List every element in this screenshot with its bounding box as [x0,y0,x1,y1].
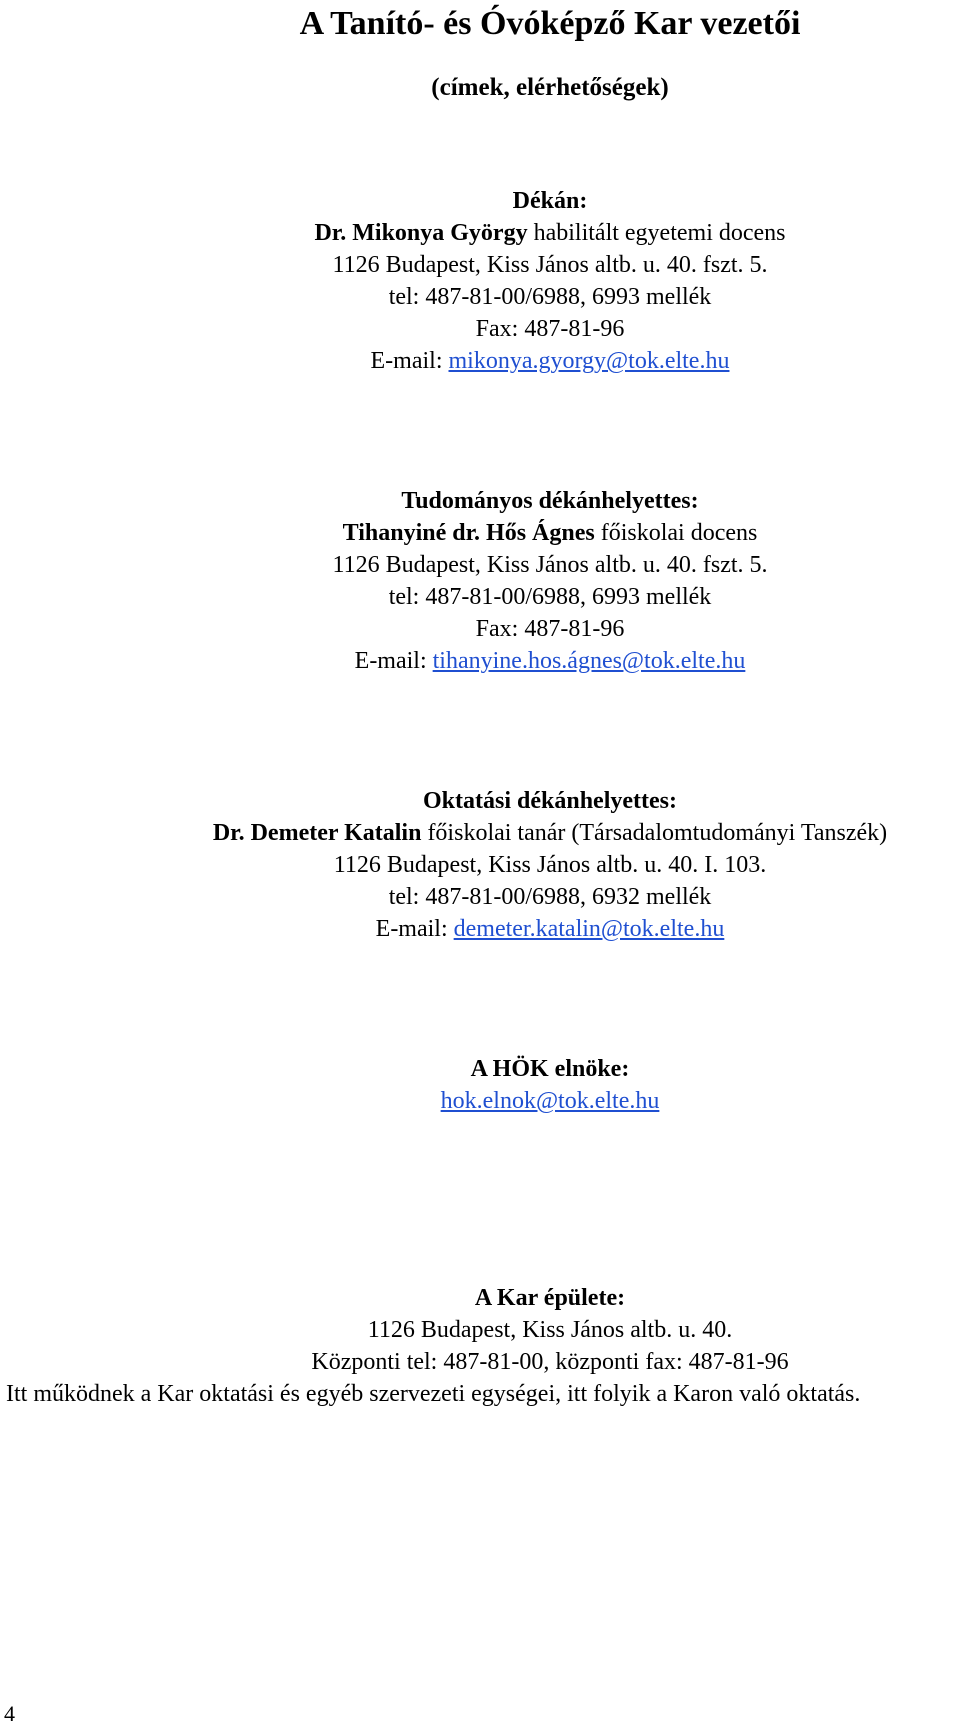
education-vice-dean-position: főiskolai tanár (Társadalomtudományi Tanszék) [427,820,888,846]
science-vice-dean-phone: tel: 487-81-00/6988, 6993 mellék [388,584,712,610]
document-title: A Tanító- és Óvóképző Kar vezetői [299,5,801,42]
science-vice-dean-heading: Tudományos dékánhelyettes: [401,488,699,514]
dean-name-line [0,217,960,249]
science-vice-dean-email-line [0,645,960,677]
document-subtitle: (címek, elérhetőségek) [431,74,669,101]
building-address: 1126 Budapest, Kiss János altb. u. 40. [367,1317,733,1343]
education-vice-dean-email-label: E-mail: [375,916,448,942]
dean-position: habilitált egyetemi docens [533,220,786,246]
building-section [0,1282,960,1378]
dean-email-line [0,345,960,377]
science-vice-dean-fax: Fax: 487-81-96 [475,616,625,642]
education-vice-dean-address: 1126 Budapest, Kiss János altb. u. 40. I. 103. [333,852,767,878]
dean-address: 1126 Budapest, Kiss János altb. u. 40. fszt. 5. [332,252,768,278]
education-vice-dean-email-line [0,913,960,945]
education-vice-dean-email-link[interactable]: demeter.katalin@tok.elte.hu [453,916,725,942]
education-vice-dean-phone: tel: 487-81-00/6988, 6932 mellék [388,884,712,910]
hok-email-link[interactable]: hok.elnok@tok.elte.hu [440,1088,660,1114]
hok-heading: A HÖK elnöke: [470,1056,630,1082]
dean-phone: tel: 487-81-00/6988, 6993 mellék [388,284,712,310]
dean-fax: Fax: 487-81-96 [475,316,625,342]
education-vice-dean-section [0,785,960,945]
science-vice-dean-name-line [0,517,960,549]
dean-section [0,185,960,377]
science-vice-dean-name: Tihanyiné dr. Hős Ágnes [342,520,595,546]
science-vice-dean-section [0,485,960,677]
dean-name: Dr. Mikonya György [314,220,528,246]
dean-email-link[interactable]: mikonya.gyorgy@tok.elte.hu [448,348,730,374]
page-number: 4 [4,1701,15,1726]
hok-section [0,1053,960,1117]
science-vice-dean-address: 1126 Budapest, Kiss János altb. u. 40. fszt. 5. [332,552,768,578]
dean-heading: Dékán: [512,188,588,214]
building-heading: A Kar épülete: [474,1285,626,1311]
science-vice-dean-email-label: E-mail: [354,648,427,674]
education-vice-dean-name-line [0,817,960,849]
science-vice-dean-email-link[interactable]: tihanyine.hos.ágnes@tok.elte.hu [432,648,746,674]
dean-email-label: E-mail: [370,348,443,374]
education-vice-dean-name: Dr. Demeter Katalin [212,820,422,846]
education-vice-dean-heading: Oktatási dékánhelyettes: [423,788,677,814]
building-description: Itt működnek a Kar oktatási és egyéb szervezeti egységei, itt folyik a Karon való oktatás. [6,1381,861,1407]
building-contact: Központi tel: 487-81-00, központi fax: 487-81-96 [311,1349,789,1375]
hok-email-line [0,1085,960,1117]
science-vice-dean-position: főiskolai docens [600,520,758,546]
